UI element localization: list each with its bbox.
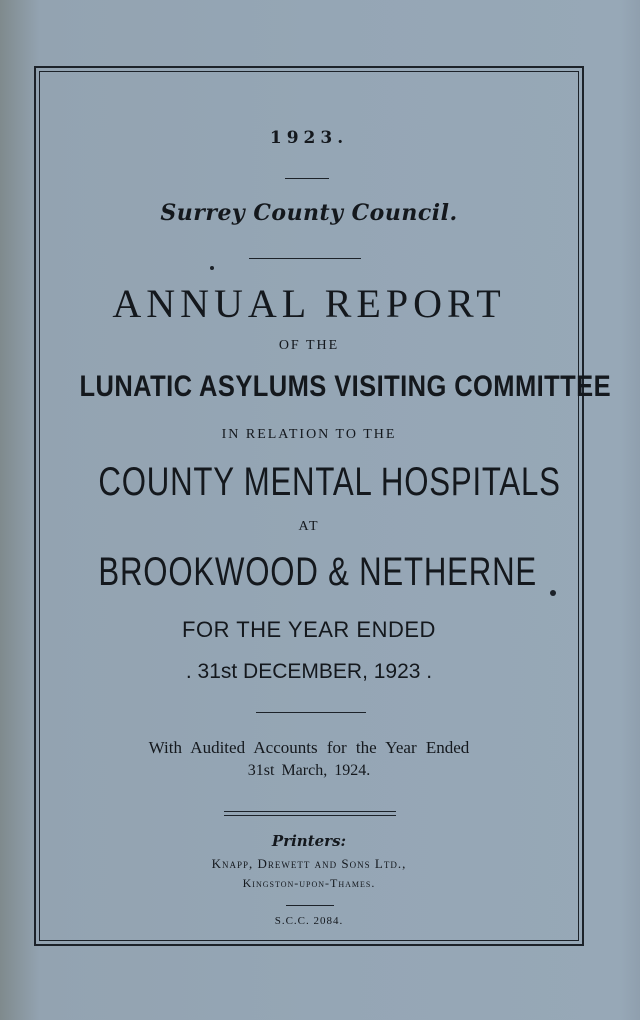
divider-rule bbox=[285, 178, 329, 179]
divider-rule bbox=[256, 712, 366, 713]
connector-text: AT bbox=[298, 519, 320, 534]
publisher-name: Surrey County Council. bbox=[160, 200, 458, 226]
report-title: ANNUAL REPORT bbox=[112, 281, 506, 326]
report-date: . 31st DECEMBER, 1923 . bbox=[185, 660, 433, 683]
audited-accounts-text: With Audited Accounts for the Year Ended bbox=[148, 738, 470, 757]
double-rule bbox=[224, 811, 396, 812]
reference-number: S.C.C. 2084. bbox=[274, 915, 344, 927]
ink-speck bbox=[550, 590, 556, 596]
hospitals-heading: COUNTY MENTAL HOSPITALS bbox=[98, 460, 561, 504]
committee-name: LUNATIC ASYLUMS VISITING COMMITTEE bbox=[79, 370, 612, 403]
year-ended-text: FOR THE YEAR ENDED bbox=[182, 617, 436, 642]
printer-name: Knapp, Drewett and Sons Ltd., bbox=[211, 856, 407, 871]
divider-rule bbox=[249, 258, 361, 259]
printers-label: Printers: bbox=[271, 832, 347, 850]
printer-place: Kingston-upon-Thames. bbox=[242, 876, 376, 890]
connector-text: IN RELATION TO THE bbox=[221, 427, 397, 442]
ink-speck bbox=[210, 266, 214, 270]
report-year: 1923. bbox=[269, 128, 349, 148]
locations-heading: BROOKWOOD & NETHERNE bbox=[98, 550, 537, 594]
double-rule bbox=[224, 815, 396, 816]
audited-accounts-date: 31st March, 1924. bbox=[247, 762, 371, 779]
divider-rule bbox=[286, 905, 334, 906]
connector-text: OF THE bbox=[278, 338, 340, 353]
